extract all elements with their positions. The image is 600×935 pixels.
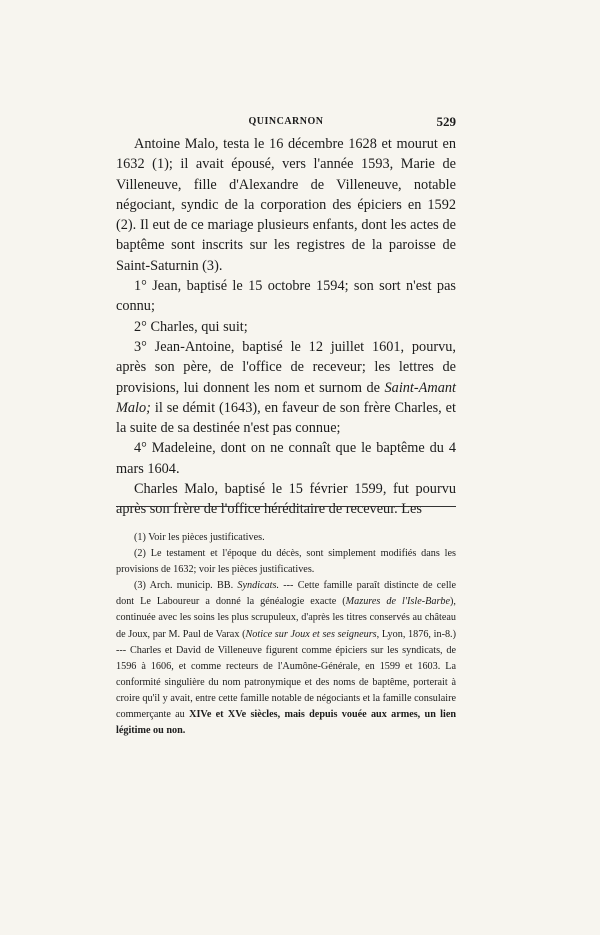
running-title: QUINCARNON [248, 116, 324, 127]
paragraph-antoine-malo: Antoine Malo, testa le 16 décembre 1628 et mourut en 1632 (1); il avait épousé, vers l'année 1593, Marie de Villeneuve, fille d'Alexandre de Villeneuve, notable négociant, syndic de la corporation des épiciers en 1592 (2). Il eut de ce mariage plusieurs enfants, dont les actes de baptême sont inscrits sur les registres de la paroisse de Saint-Saturnin (3). [116, 136, 456, 274]
list-item-charles: 2° Charles, qui suit; [134, 318, 248, 335]
footnote-3-a: (3) Arch. municip. BB. [134, 580, 238, 592]
saint-amant-name: Saint-Amant Malo; [116, 379, 456, 416]
footnote-3-c: ), continuée avec les soins les plus scrupuleux, d'après les titres conservés au château de Joux, par M. Paul de Varax ( [116, 596, 456, 640]
footnote-3-d: , Lyon, 1876, in-8.) --- Charles et David de Villeneuve figurent comme épiciers sur les syndicats, de 1596 à 1606, et comme recteurs de l'Aumône-Générale, en 1599 et 1603. La conformité singulière du nom patronymique et des noms de baptême, porterait à croire qu'il y avait, entre cette famille notable de négociants et la famille consulaire commerçante au [116, 628, 457, 721]
footnote-3-notice: Notice sur Joux et ses seigneurs [245, 628, 377, 640]
page-header [116, 116, 456, 132]
paragraph-charles-malo: Charles Malo, baptisé le 15 février 1599, fut pourvu après son frère de l'office héréditaire de receveur. Les [116, 481, 456, 518]
footnote-3 [116, 578, 456, 739]
list-item-jean-antoine [116, 337, 456, 438]
jean-antoine-lead: 3° Jean-Antoine, baptisé le 12 juillet 1601, pourvu, après son père, de l'office de receveur; les lettres de provisions, lui donnent les nom et surnom de [116, 338, 456, 396]
footnote-3-b: --- Cette famille paraît distincte de celle dont Le Laboureur a donné la généalogie exacte ( [116, 580, 456, 608]
main-text [116, 134, 456, 520]
footnote-3-centuries: XIVe et XVe siècles, mais depuis vouée aux armes, un lien légitime ou non. [116, 709, 457, 737]
footnotes [116, 530, 456, 739]
list-item-madeleine: 4° Madeleine, dont on ne connaît que le baptême du 4 mars 1604. [116, 440, 456, 477]
footnote-3-syndicats: Syndicats. [237, 580, 279, 592]
footnote-3-mazures: Mazures de l'Isle-Barbe [345, 596, 451, 608]
page-number: 529 [436, 114, 456, 129]
footnote-separator [116, 506, 456, 507]
footnote-2: (2) Le testament et l'époque du décès, sont simplement modifiés dans les provisions de 1632; voir les pièces justificatives. [116, 548, 456, 576]
footnote-1: (1) Voir les pièces justificatives. [134, 532, 265, 543]
list-item-jean: 1° Jean, baptisé le 15 octobre 1594; son sort n'est pas connu; [116, 278, 456, 315]
jean-antoine-tail: il se démit (1643), en faveur de son frère Charles, et la suite de sa destinée n'est pas connue; [116, 399, 456, 437]
